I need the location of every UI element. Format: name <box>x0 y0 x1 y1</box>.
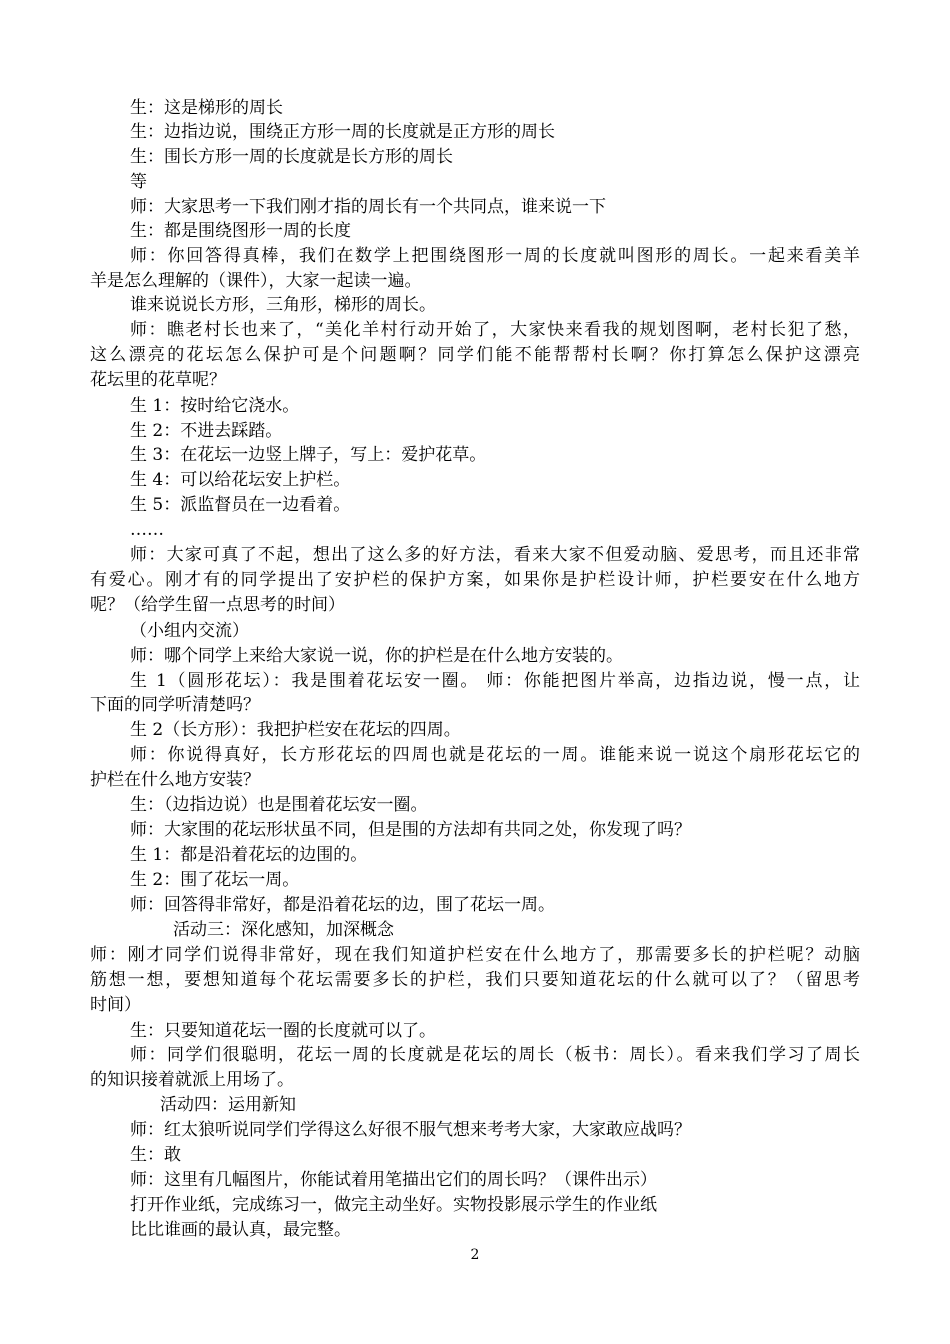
text-line: 生：（边指边说）也是围着花坛安一圈。 <box>130 795 428 815</box>
text-line: 师：这里有几幅图片，你能试着用笔描出它们的周长吗？（课件出示） <box>130 1170 657 1190</box>
text-line: 生：这是梯形的周长 <box>130 98 283 118</box>
text-line: 师：同学们很聪明，花坛一周的长度就是花坛的周长（板书：周长）。看来我们学习了周长 <box>130 1045 860 1065</box>
text-line: 筋想一想，要想知道每个花坛需要多长的护栏，我们只要知道花坛的什么就可以了？（留思考 <box>90 970 860 990</box>
text-line: 生：边指边说，围绕正方形一周的长度就是正方形的周长 <box>130 122 555 142</box>
text-line: 生 5：派监督员在一边看着。 <box>130 495 351 515</box>
text-line: 这么漂亮的花坛怎么保护可是个问题啊？同学们能不能帮帮村长啊？你打算怎么保护这漂亮 <box>90 345 860 365</box>
text-line: 生 1：都是沿着花坛的边围的。 <box>130 845 368 865</box>
text-line: 生 1：按时给它浇水。 <box>130 396 300 416</box>
text-line: 师：你回答得真棒，我们在数学上把围绕图形一周的长度就叫图形的周长。一起来看美羊 <box>130 246 860 266</box>
text-line: 生 2：围了花坛一周。 <box>130 870 300 890</box>
text-line: 生：围长方形一周的长度就是长方形的周长 <box>130 147 453 167</box>
text-line: 比比谁画的最认真，最完整。 <box>130 1220 351 1240</box>
text-line: 生 2：不进去踩踏。 <box>130 421 283 441</box>
text-line: 生 4：可以给花坛安上护栏。 <box>130 470 351 490</box>
text-line: 师：大家围的花坛形状虽不同，但是围的方法却有共同之处，你发现了吗？ <box>130 820 691 840</box>
text-line: 打开作业纸，完成练习一，做完主动坐好。实物投影展示学生的作业纸 <box>130 1195 657 1215</box>
text-line: …… <box>130 520 164 540</box>
text-line: 生 1（圆形花坛）：我是围着花坛安一圈。 师：你能把图片举高，边指边说，慢一点，让 <box>130 671 860 691</box>
text-line: 师：刚才同学们说得非常好，现在我们知道护栏安在什么地方了，那需要多长的护栏呢？动脑 <box>90 945 860 965</box>
text-line: 师：大家思考一下我们刚才指的周长有一个共同点，谁来说一下 <box>130 197 606 217</box>
text-line: 生：只要知道花坛一圈的长度就可以了。 <box>130 1021 436 1041</box>
text-line: 有爱心。刚才有的同学提出了安护栏的保护方案，如果你是护栏设计师，护栏要安在什么地方 <box>90 570 860 590</box>
text-line: 护栏在什么地方安装？ <box>90 770 260 790</box>
text-line: 师：回答得非常好，都是沿着花坛的边，围了花坛一周。 <box>130 895 555 915</box>
text-line: 师：瞧老村长也来了，“美化羊村行动开始了，大家快来看我的规划图啊，老村长犯了愁， <box>130 320 860 340</box>
section-heading: 活动四：运用新知 <box>160 1095 296 1115</box>
section-heading: 活动三：深化感知，加深概念 <box>173 920 394 940</box>
text-line: 等 <box>130 172 147 192</box>
text-line: 生：都是围绕图形一周的长度 <box>130 221 351 241</box>
text-line: 师：大家可真了不起，想出了这么多的好方法，看来大家不但爱动脑、爱思考，而且还非常 <box>130 545 860 565</box>
text-line: 师：哪个同学上来给大家说一说，你的护栏是在什么地方安装的。 <box>130 646 623 666</box>
text-line: 呢？（给学生留一点思考的时间） <box>90 595 345 615</box>
text-line: 师：你说得真好，长方形花坛的四周也就是花坛的一周。谁能来说一说这个扇形花坛它的 <box>130 745 860 765</box>
text-line: 谁来说说长方形，三角形，梯形的周长。 <box>130 295 436 315</box>
text-line: 花坛里的花草呢？ <box>90 370 226 390</box>
text-line: （小组内交流） <box>130 621 249 641</box>
page-number: 2 <box>470 1247 480 1263</box>
text-line: 生：敢 <box>130 1145 181 1165</box>
text-line: 时间） <box>90 995 141 1015</box>
text-line: 师：红太狼听说同学们学得这么好很不服气想来考考大家，大家敢应战吗？ <box>130 1120 691 1140</box>
text-line: 的知识接着就派上用场了。 <box>90 1070 294 1090</box>
text-line: 下面的同学听清楚吗？ <box>90 695 260 715</box>
text-line: 生 2（长方形）：我把护栏安在花坛的四周。 <box>130 720 461 740</box>
text-line: 羊是怎么理解的（课件），大家一起读一遍。 <box>90 271 422 291</box>
text-line: 生 3：在花坛一边竖上牌子，写上：爱护花草。 <box>130 445 487 465</box>
